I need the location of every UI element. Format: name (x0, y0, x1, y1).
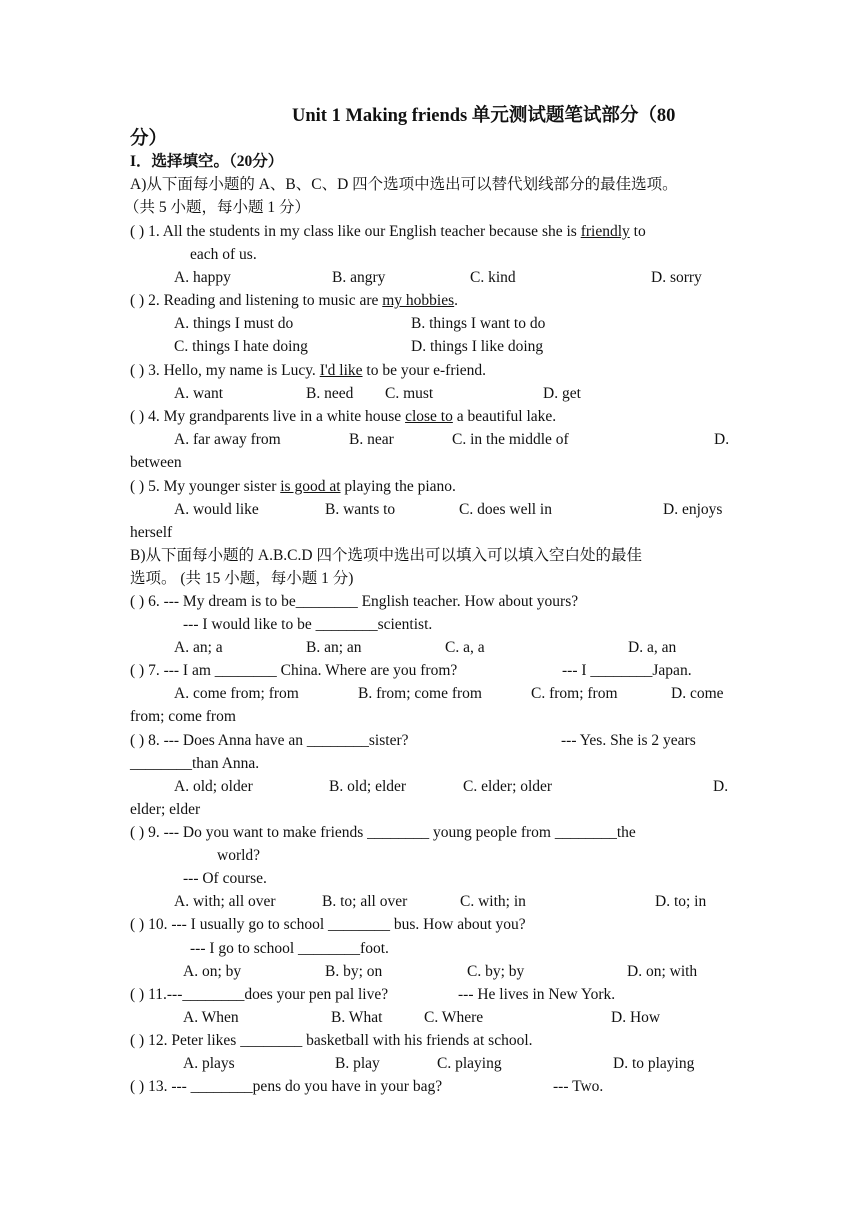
option-d: D. How (611, 1009, 661, 1026)
option-c: C. kind (470, 269, 516, 286)
question-8-reply: --- Yes. She is 2 years (561, 732, 696, 749)
option-a: A. on; by (183, 963, 242, 980)
option-d-wrap: elder; elder (130, 801, 201, 818)
option-a: A. far away from (174, 431, 281, 448)
option-b: B. angry (332, 269, 386, 286)
page-title: Unit 1 Making friends 单元测试题笔试部分（80 (292, 106, 676, 126)
option-a: A. happy (174, 269, 231, 286)
question-8-cont: ________than Anna. (130, 755, 260, 772)
question-text: . (454, 292, 459, 309)
option-a: A. with; all over (174, 893, 276, 910)
question-text: to be your e-friend. (362, 362, 487, 379)
part-a-instruction: A)从下面每小题的 A、B、C、D 四个选项中选出可以替代划线部分的最佳选项。 (130, 176, 678, 193)
question-6-reply: --- I would like to be ________scientist. (183, 616, 433, 633)
option-d: D. (713, 778, 729, 795)
option-c: C. elder; older (463, 778, 553, 795)
option-b: B. need (306, 385, 354, 402)
question-7-reply: --- I ________Japan. (562, 662, 692, 679)
option-c: C. in the middle of (452, 431, 569, 448)
question-10-reply: --- I go to school ________foot. (190, 940, 389, 957)
option-b: B. What (331, 1009, 383, 1026)
question-11: ( ) 11.---________does your pen pal live? (130, 986, 389, 1003)
question-text: ( ) 4. My grandparents live in a white house (130, 408, 406, 425)
option-d-wrap: herself (130, 524, 173, 541)
option-a: A. come from; from (174, 685, 299, 702)
underlined-phrase: close to (405, 408, 453, 425)
option-d: D. to; in (655, 893, 707, 910)
option-c: C. Where (424, 1009, 484, 1026)
option-b: B. play (335, 1055, 380, 1072)
part-a-instruction-2: （共 5 小题，每小题 1 分） (124, 199, 311, 216)
question-text: a beautiful lake. (452, 408, 557, 425)
option-c: C. with; in (460, 893, 526, 910)
option-c: C. does well in (459, 501, 552, 518)
option-b: B. things I want to do (411, 315, 546, 332)
underlined-phrase: friendly (580, 223, 630, 240)
question-text: playing the piano. (340, 478, 456, 495)
question-text: ( ) 3. Hello, my name is Lucy. (130, 362, 320, 379)
option-d-wrap: between (130, 454, 182, 471)
option-c: C. by; by (467, 963, 525, 980)
question-text: ( ) 2. Reading and listening to music are (130, 292, 383, 309)
page-title-wrap: 分） (130, 129, 168, 149)
option-d: D. (714, 431, 730, 448)
underlined-phrase: is good at (280, 478, 341, 495)
question-12: ( ) 12. Peter likes ________ basketball with his friends at school. (130, 1032, 533, 1049)
question-text: ( ) 5. My younger sister (130, 478, 281, 495)
question-9-reply: --- Of course. (183, 870, 267, 887)
question-text: ( ) 1. All the students in my class like our English teacher because she is (130, 223, 581, 240)
option-d: D. things I like doing (411, 338, 544, 355)
option-c: C. a, a (445, 639, 485, 656)
option-b: B. old; elder (329, 778, 407, 795)
question-text: to (629, 223, 646, 240)
option-d: D. a, an (628, 639, 677, 656)
option-d: D. on; with (627, 963, 698, 980)
question-4 (130, 407, 556, 427)
option-d: D. enjoys (663, 501, 723, 518)
option-d: D. get (543, 385, 581, 402)
option-b: B. an; an (306, 639, 362, 656)
option-b: B. wants to (325, 501, 396, 518)
question-1 (130, 222, 646, 242)
option-a: A. old; older (174, 778, 253, 795)
question-8: ( ) 8. --- Does Anna have an ________sister? (130, 732, 409, 749)
option-a: A. an; a (174, 639, 223, 656)
option-a: A. things I must do (174, 315, 294, 332)
option-a: A. would like (174, 501, 259, 518)
option-d: D. come (671, 685, 724, 702)
option-c: C. playing (437, 1055, 502, 1072)
question-10: ( ) 10. --- I usually go to school ________ bus. How about you? (130, 916, 526, 933)
question-9-cont: world? (217, 847, 261, 864)
option-b: B. by; on (325, 963, 383, 980)
question-11-reply: --- He lives in New York. (458, 986, 616, 1003)
option-d: D. to playing (613, 1055, 695, 1072)
question-1-cont: each of us. (190, 246, 257, 263)
option-a: A. want (174, 385, 224, 402)
question-6: ( ) 6. --- My dream is to be________ English teacher. How about yours? (130, 593, 579, 610)
part-b-instruction: B)从下面每小题的 A.B.C.D 四个选项中选出可以填入可以填入空白处的最佳 (130, 547, 642, 564)
question-2 (130, 291, 458, 311)
option-b: B. from; come from (358, 685, 482, 702)
section-heading: I．选择填空。（20分） (130, 153, 284, 170)
part-b-instruction-2: 选项。 (共 15 小题，每小题 1 分) (130, 570, 354, 587)
option-c: C. must (385, 385, 434, 402)
option-b: B. to; all over (322, 893, 408, 910)
option-b: B. near (349, 431, 394, 448)
underlined-phrase: my hobbies (382, 292, 455, 309)
option-a: A. When (183, 1009, 239, 1026)
question-13-reply: --- Two. (553, 1078, 604, 1095)
question-13: ( ) 13. --- ________pens do you have in your bag? (130, 1078, 443, 1095)
option-c: C. from; from (531, 685, 618, 702)
question-5 (130, 477, 456, 497)
option-d: D. sorry (651, 269, 702, 286)
option-d-wrap: from; come from (130, 708, 236, 725)
option-c: C. things I hate doing (174, 338, 308, 355)
question-9: ( ) 9. --- Do you want to make friends ________ young people from ________the (130, 824, 636, 841)
option-a: A. plays (183, 1055, 235, 1072)
question-7: ( ) 7. --- I am ________ China. Where are you from? (130, 662, 458, 679)
question-3 (130, 361, 486, 381)
underlined-phrase: I'd like (319, 362, 363, 379)
